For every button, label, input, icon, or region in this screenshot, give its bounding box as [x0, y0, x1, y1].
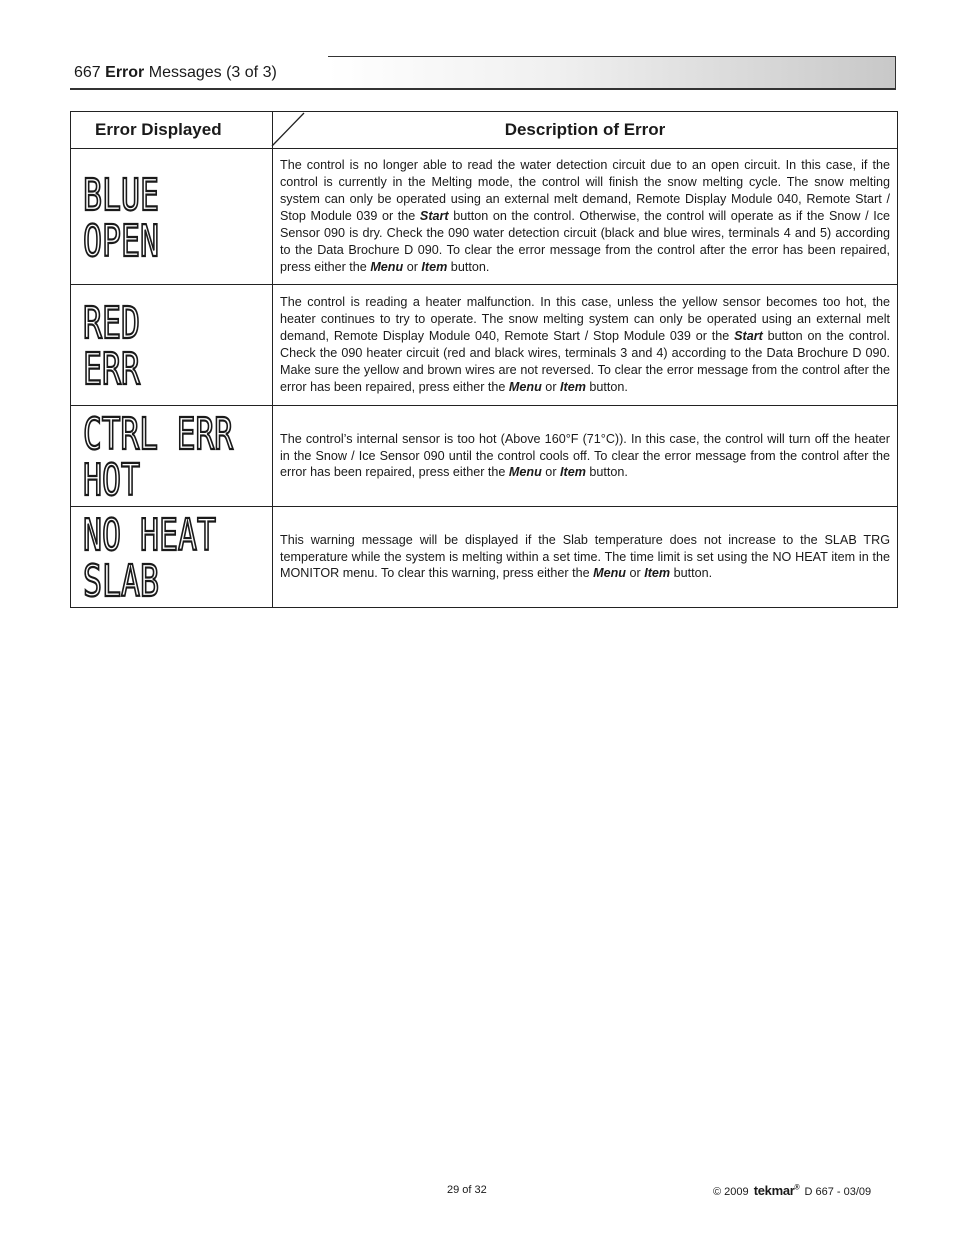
error-display-cell — [71, 149, 273, 285]
header-bold-word: Error — [105, 64, 145, 81]
lcd-line2: HOT — [83, 455, 140, 506]
button-name-emphasis: Item — [644, 566, 671, 581]
error-display-cell — [71, 507, 273, 608]
description-text: The control’s internal sensor is too hot (Above 160°F (71°C)). In this case, the control will turn off the heater in the Snow / Ice Sensor 090 until the control cools off. To clear the error message from the control after the error has been repaired, press either the — [280, 431, 890, 480]
col1-label: Error Displayed — [95, 120, 222, 139]
lcd-line1: BLUE — [83, 169, 159, 221]
description-text: or — [541, 465, 561, 480]
header-rest: Messages (3 of 3) — [148, 64, 277, 81]
error-description-cell — [273, 406, 898, 507]
section-header — [70, 56, 896, 90]
table-row — [71, 507, 898, 608]
description-text: button. — [585, 465, 628, 480]
copyright: © 2009 — [713, 1186, 749, 1198]
button-name-emphasis: Menu — [508, 465, 542, 480]
lcd-line1: RED — [83, 298, 140, 349]
error-display-cell — [71, 285, 273, 406]
description-text: button. — [670, 566, 713, 581]
button-name-emphasis: Menu — [370, 259, 404, 274]
column-header-description: Description of Error — [273, 112, 898, 149]
header-divider-diagonal — [270, 112, 306, 146]
lcd-display — [83, 409, 243, 506]
footer-info — [713, 1183, 871, 1198]
description-text: The control is reading a heater malfunction. In this case, unless the yellow sensor becomes too hot, the heater continues to try to operate. The snow melting system can only be operated using an external melt demand, Remote Display Module 040, Remote Start / Stop Module 039 or the — [280, 295, 890, 344]
lcd-line2: SLAB — [83, 556, 159, 607]
button-name-emphasis: Start — [734, 329, 763, 344]
lcd-display — [83, 298, 243, 395]
column-header-error-displayed — [71, 112, 273, 149]
header-model: 667 — [74, 64, 101, 81]
error-display-cell — [71, 406, 273, 507]
table-row — [71, 149, 898, 285]
document-code: D 667 - 03/09 — [804, 1186, 872, 1198]
error-table — [70, 111, 898, 608]
description-text: The control is no longer able to read the water detection circuit due to an open circuit. In this case, if the control is currently in the Melting mode, the control will finish the snow melting cycle. The snow melting system can only be operated using an external melt demand, Remote Display Module 040, Remote Start / Stop Module 039 or the — [280, 158, 890, 224]
description-text: or — [541, 379, 561, 394]
page-number: 29 of 32 — [447, 1184, 487, 1196]
description-text: or — [626, 566, 645, 581]
button-name-emphasis: Menu — [593, 566, 626, 581]
lcd-line1: NO HEAT — [83, 510, 216, 561]
description-text: button on the control. Check the 090 heater circuit (red and black wires, terminals 3 and 4) according to the Data Brochure D 090. Make sure the yellow and brown wires are not reversed. To clear the error message from the control after the error has been repaired, press either the — [280, 329, 890, 394]
description-text: button on the control. Otherwise, the control will operate as if the Snow / Ice Sensor 090 is dry. Check the 090 water detection circuit (black and blue wires, terminals 4 and 5) according to the Data Brochure D 090. To clear the error message from the control after the error has been repaired, press either the — [280, 209, 890, 274]
lcd-line1: CTRL ERR — [83, 409, 234, 460]
table-row — [71, 285, 898, 406]
lcd-line2: OPEN — [83, 215, 159, 267]
error-description-cell — [273, 285, 898, 406]
error-description-cell — [273, 507, 898, 608]
description-text: button. — [585, 379, 628, 394]
description-text: This warning message will be displayed if the Slab temperature does not increase to the SLAB TRG temperature while the system is melting within a set time. The time limit is set using the NO HEAT item in the MONITOR menu. To clear this warning, press either the — [280, 532, 890, 581]
button-name-emphasis: Menu — [508, 379, 542, 394]
table-header-row — [71, 112, 898, 149]
description-text: button. — [447, 259, 490, 274]
description-text: or — [403, 259, 422, 274]
lcd-display — [83, 169, 243, 267]
button-name-emphasis: Item — [560, 465, 586, 480]
button-name-emphasis: Item — [560, 379, 586, 394]
error-description-cell — [273, 149, 898, 285]
button-name-emphasis: Start — [419, 209, 449, 224]
header-gradient — [328, 56, 896, 88]
lcd-display — [83, 510, 243, 607]
button-name-emphasis: Item — [421, 259, 448, 274]
page-title — [74, 64, 277, 82]
brand-logo: tekmar® — [753, 1183, 800, 1198]
lcd-line2: ERR — [83, 344, 141, 395]
table-row — [71, 406, 898, 507]
